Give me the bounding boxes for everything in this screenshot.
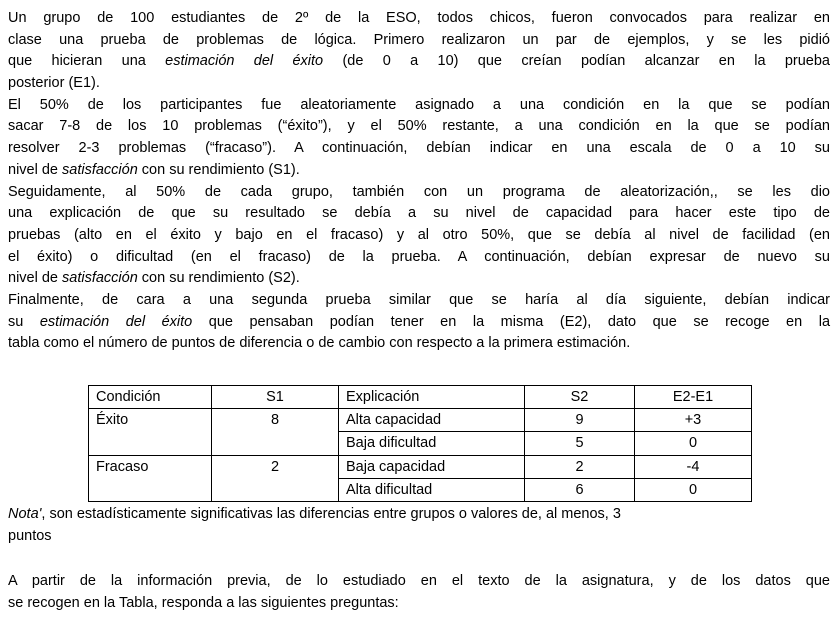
text-line: Seguidamente, al 50% de cada grupo, también con un programa de aleatorización,, se les dio: [8, 183, 830, 200]
header-condition: Condición: [89, 386, 212, 409]
text-segment: su: [8, 313, 40, 330]
paragraph-3: [8, 182, 830, 290]
cell-condition-fracaso: Fracaso: [89, 455, 212, 501]
text-line: se recogen en la Tabla, responda a las siguientes preguntas:: [8, 595, 399, 612]
text-segment: nivel de: [8, 161, 63, 178]
text-line: resolver 2-3 problemas (“fracaso”). A continuación, debían indicar en una escala de 0 a 10 su: [8, 140, 830, 157]
cell-e2e1: +3: [635, 409, 752, 432]
table-row: [89, 409, 752, 432]
cell-condition-exito: Éxito: [89, 409, 212, 455]
text-line: El 50% de los participantes fue aleatoriamente asignado a una condición en la que se podían: [8, 96, 830, 113]
text-line: el éxito) o dificultad (en el fracaso) de la prueba. A continuación, debían expresar de nuevo su: [8, 248, 830, 265]
table-header-row: [89, 386, 752, 409]
cell-explanation: Baja capacidad: [339, 455, 525, 478]
text-segment: que pensaban podían tener en la misma (E2), dato que se recoge en la: [192, 313, 831, 330]
header-explanation: Explicación: [339, 386, 525, 409]
text-line: tabla como el número de puntos de diferencia o de cambio con respecto a la primera estimación.: [8, 335, 631, 352]
italic-term: satisfacción: [62, 270, 138, 287]
paragraph-2: [8, 95, 830, 182]
cell-s2: 5: [525, 432, 635, 455]
text-segment: , son estadísticamente significativas las diferencias entre grupos o valores de, al menos, 3: [41, 506, 621, 523]
text-line: [8, 312, 830, 334]
results-table: [88, 385, 752, 502]
text-line: clase una prueba de problemas de lógica. Primero realizaron un par de ejemplos, y se les pidió: [8, 31, 830, 48]
italic-term: estimación del éxito: [39, 313, 193, 330]
cell-s2: 9: [525, 409, 635, 432]
cell-e2e1: 0: [635, 432, 752, 455]
text-line: [8, 268, 830, 290]
text-line: una explicación de que su resultado se debía a su nivel de capacidad para hacer este tipo de: [8, 205, 830, 222]
text-line: A partir de la información previa, de lo estudiado en el texto de la asignatura, y de los datos que: [8, 573, 830, 590]
text-line: Finalmente, de cara a una segunda prueba similar que se haría al día siguiente, debían indicar: [8, 291, 830, 308]
header-s2: S2: [525, 386, 635, 409]
cell-explanation: Baja dificultad: [339, 432, 525, 455]
text-segment: nivel de: [8, 270, 63, 287]
text-segment: con su rendimiento (S2).: [137, 270, 300, 287]
cell-s2: 2: [525, 455, 635, 478]
closing-paragraph: [8, 571, 830, 614]
text-line: pruebas (alto en el éxito y bajo en el fracaso) y al otro 50%, que se debía al nivel de facilidad (en: [8, 226, 830, 243]
note-label: Nota': [8, 506, 42, 523]
text-line: Un grupo de 100 estudiantes de 2º de la ESO, todos chicos, fueron convocados para realizar en: [8, 10, 830, 26]
text-segment: que hicieran una: [8, 53, 166, 70]
paragraph-1: [8, 8, 830, 95]
cell-e2e1: 0: [635, 478, 752, 501]
cell-explanation: Alta capacidad: [339, 409, 525, 432]
text-line: [8, 504, 830, 526]
cell-s1-exito: 8: [212, 409, 339, 455]
text-segment: (de 0 a 10) que creían podían alcanzar en la prueba: [323, 53, 830, 70]
table-note: [8, 504, 830, 547]
table-row: [89, 455, 752, 478]
text-line: [8, 51, 830, 73]
text-line: puntos: [8, 527, 52, 544]
cell-e2e1: -4: [635, 455, 752, 478]
cell-explanation: Alta dificultad: [339, 478, 525, 501]
italic-term: estimación del éxito: [165, 53, 324, 70]
header-s1: S1: [212, 386, 339, 409]
text-line: sacar 7-8 de los 10 problemas (“éxito”), y el 50% restante, a una condición en la que se podían: [8, 118, 830, 135]
header-e2e1: E2-E1: [635, 386, 752, 409]
text-line: [8, 160, 830, 182]
text-line: posterior (E1).: [8, 75, 100, 92]
cell-s2: 6: [525, 478, 635, 501]
text-segment: con su rendimiento (S1).: [137, 161, 300, 178]
paragraph-4: [8, 290, 830, 355]
italic-term: satisfacción: [62, 161, 138, 178]
cell-s1-fracaso: 2: [212, 455, 339, 501]
